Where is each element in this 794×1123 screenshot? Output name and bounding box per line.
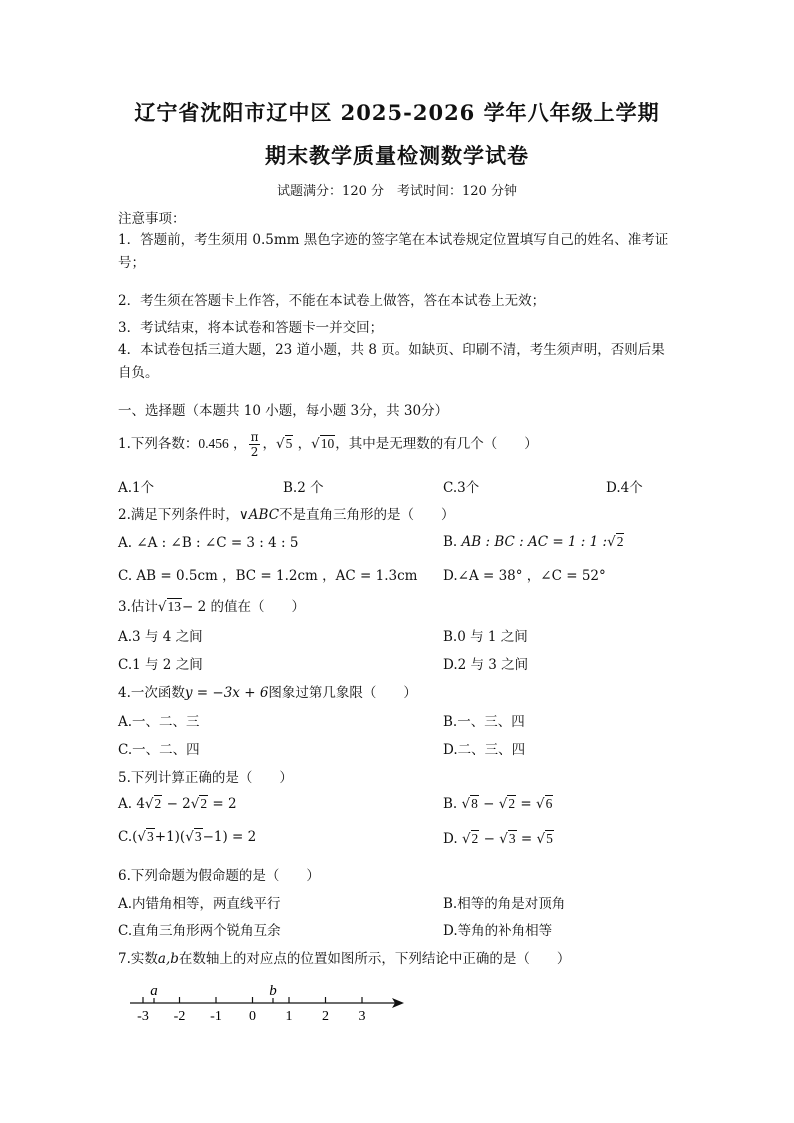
q4-stem-start: 4.一次函数 [118, 685, 185, 701]
q5-b-radicand-1: 8 [471, 796, 478, 811]
q1-option-d: D.4个 [606, 480, 643, 496]
number-line-tick-label: 3 [358, 1009, 366, 1024]
q1-stem-end: ，其中是无理数的有几个（ ） [335, 436, 538, 452]
q4-option-c: C.一、二、四 [118, 742, 200, 758]
question-5-stem: 5.下列计算正确的是（ ） [118, 770, 293, 786]
q3-stem-end: − 2 的值在（ ） [182, 599, 305, 615]
sqrt-symbol: √ [311, 436, 320, 452]
note-1: 1．答题前，考生须用 0.5mm 黑色字迹的签字笔在本试卷规定位置填写自己的姓名、准考证号； [118, 232, 669, 271]
sqrt-symbol: √ [536, 796, 545, 812]
number-line-ticks [137, 997, 365, 1024]
q5-c-part3: −1) = 2 [202, 829, 257, 845]
sqrt-symbol: √ [461, 796, 471, 812]
q5-d-part1: D. [443, 831, 462, 847]
number-line-tick-label: 1 [285, 1009, 293, 1024]
q5-d-part3: = [516, 831, 537, 847]
q1-option-c: C.3个 [443, 480, 480, 496]
q5-d-part2: − [479, 831, 500, 847]
sqrt-symbol: √ [275, 436, 285, 452]
sqrt-symbol: √ [190, 796, 200, 812]
q3-option-b: B.0 与 1 之间 [443, 629, 528, 645]
question-6-stem: 6.下列命题为假命题的是（ ） [118, 868, 320, 884]
q5-d-radicand-2: 3 [508, 831, 516, 846]
q3-option-d: D.2 与 3 之间 [443, 657, 529, 673]
sqrt-symbol: √ [498, 796, 508, 812]
q5-b-part1: B. [443, 796, 462, 812]
q5-a-radicand-1: 2 [154, 796, 162, 811]
q1-fraction [249, 430, 261, 459]
sqrt-symbol: √ [157, 599, 167, 615]
q6-option-d: D.等角的补角相等 [443, 923, 553, 939]
note-4: 4．本试卷包括三道大题，23 道小题，共 8 页。如缺页、印刷不清，考生须声明，否则后果自负。 [118, 342, 665, 381]
q1-option-b: B.2 个 [283, 480, 324, 496]
q3-radicand: 13 [167, 599, 181, 614]
q5-b-part2: − [478, 796, 499, 812]
q1-radicand-2: 10 [320, 436, 335, 451]
q2-option-b-ratio: AB : BC : AC = 1 : 1 : [461, 534, 608, 550]
q4-stem-end: 图象过第几象限（ ） [268, 685, 417, 701]
q3-option-a: A.3 与 4 之间 [118, 629, 203, 645]
q5-b-radicand-2: 2 [508, 796, 516, 811]
number-line-tick-label: -1 [210, 1009, 222, 1024]
number-line-tick-label: 0 [249, 1009, 256, 1024]
point-a-label: a [150, 983, 158, 999]
question-3-stem [118, 595, 678, 615]
sqrt-symbol: √ [607, 534, 616, 550]
section-1-heading: 一、选择题（本题共 10 小题，每小题 3分，共 30分） [118, 403, 449, 419]
q5-option-b [443, 795, 553, 812]
sqrt-symbol: √ [137, 829, 147, 845]
q1-fraction-numerator: π [250, 430, 259, 444]
q5-option-d [443, 830, 554, 847]
q3-option-c: C.1 与 2 之间 [118, 657, 203, 673]
q1-radicand-1: 5 [285, 436, 293, 451]
note-3: 3．考试结束，将本试卷和答题卡一并交回； [118, 320, 384, 336]
sqrt-symbol: √ [144, 796, 154, 812]
q2-option-d: D.∠A = 38° ，∠C = 52° [443, 568, 606, 584]
q6-option-b: B.相等的角是对顶角 [443, 896, 566, 912]
q2-option-b [443, 533, 624, 550]
q2-option-b-letter: B. [443, 534, 458, 550]
sqrt-symbol: √ [536, 831, 546, 847]
q4-option-b: B.一、三、四 [443, 714, 525, 730]
q5-a-part1: A. 4 [118, 796, 145, 812]
q1-fraction-denominator: 2 [250, 445, 259, 459]
exam-title-line2: 期末教学质量检测数学试卷 [265, 143, 529, 168]
q4-option-d: D.二、三、四 [443, 742, 526, 758]
q1-value: 0.456 [198, 436, 229, 451]
q2-stem-start: 2.满足下列条件时， [118, 507, 239, 523]
q2-option-a: A. ∠A : ∠B : ∠C = 3 : 4 : 5 [118, 535, 299, 551]
q7-stem-start: 7.实数 [118, 951, 158, 967]
q4-function: y = −3x + 6 [184, 685, 269, 701]
note-2: 2．考生须在答题卡上作答，不能在本试卷上做答，答在本试卷上无效； [118, 293, 546, 309]
number-line-tick-label: 2 [322, 1009, 329, 1024]
q3-stem-start: 3.估计 [118, 599, 158, 615]
q6-option-a: A.内错角相等，两直线平行 [118, 896, 281, 912]
exam-meta: 试题满分：120 分 考试时间：120 分钟 [277, 184, 517, 199]
q2-triangle: ∨ABC [238, 507, 280, 523]
q5-a-part3: = 2 [208, 796, 237, 812]
q5-c-part1: C.( [118, 829, 138, 845]
q5-option-a [118, 795, 237, 812]
notes-heading: 注意事项： [118, 211, 186, 227]
question-7-stem [118, 947, 678, 967]
q7-variables: a,b [157, 951, 179, 967]
q5-c-part2: +1)( [154, 829, 186, 845]
point-b-label: b [269, 983, 277, 999]
q1-option-a: A.1个 [118, 480, 155, 496]
exam-title-line1: 辽宁省沈阳市辽中区 2025-2026 学年八年级上学期 [134, 100, 660, 125]
q2-option-b-radicand: 2 [616, 534, 624, 549]
sqrt-symbol: √ [185, 829, 194, 845]
sqrt-symbol: √ [461, 831, 471, 847]
number-line-tick-label: -3 [137, 1009, 149, 1024]
q5-d-radicand-3: 5 [546, 831, 553, 846]
q5-d-radicand-1: 2 [471, 831, 479, 846]
sqrt-symbol: √ [499, 831, 508, 847]
q1-stem-start: 1.下列各数： [118, 436, 199, 452]
q4-option-a: A.一、二、三 [118, 714, 200, 730]
question-2-stem [118, 503, 678, 523]
q5-a-radicand-2: 2 [200, 796, 208, 811]
q7-stem-end: 在数轴上的对应点的位置如图所示，下列结论中正确的是（ ） [178, 951, 571, 967]
q5-b-part3: = [516, 796, 537, 812]
number-line-tick-label: -2 [173, 1009, 186, 1024]
q5-b-radicand-3: 6 [545, 796, 553, 811]
q2-option-c: C. AB = 0.5cm ，BC = 1.2cm ，AC = 1.3cm [118, 568, 418, 584]
q2-stem-end: 不是直角三角形的是（ ） [279, 507, 455, 523]
question-4-stem [118, 681, 678, 701]
q5-a-part2: − 2 [162, 796, 191, 812]
q5-c-radicand-2: 3 [194, 829, 202, 844]
q5-option-c [118, 828, 256, 845]
question-1-stem: 1.下列各数：0.456 ， $\frac{\pi}{2}$ ，√5 ，√10，其中是无理数的有几个（ ） [118, 430, 538, 459]
q5-c-radicand-1: 3 [147, 829, 154, 844]
q6-option-c: C.直角三角形两个锐角互余 [118, 923, 281, 939]
number-line-figure [120, 975, 420, 1025]
